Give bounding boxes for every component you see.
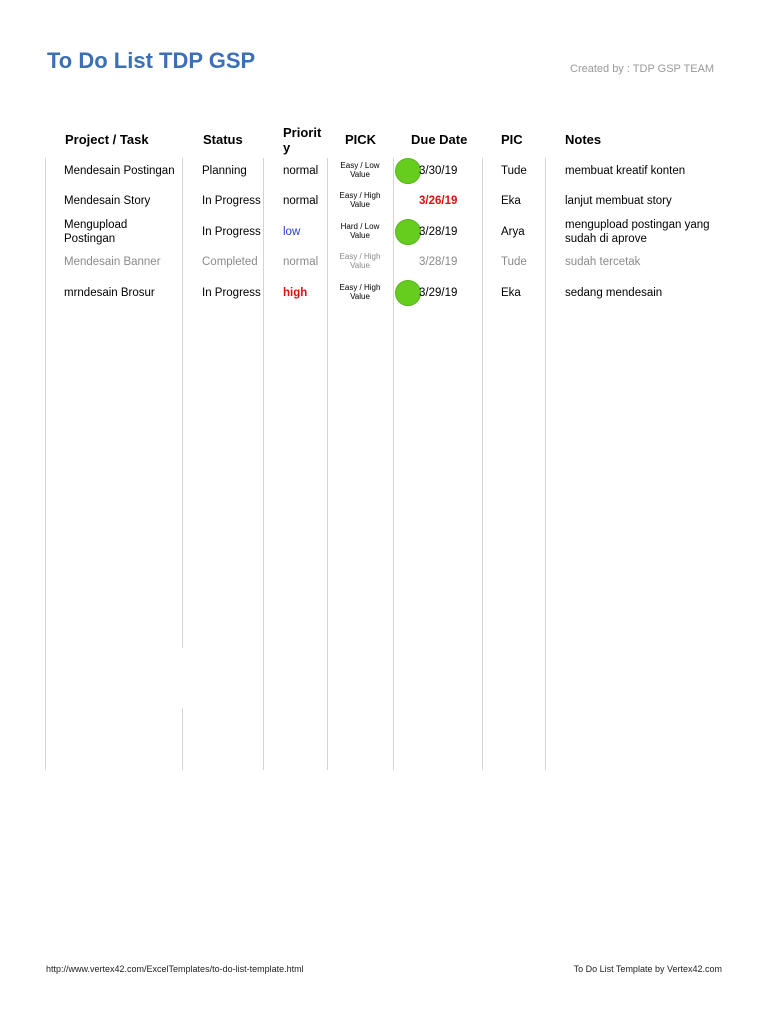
cell-pick-line1: Easy / High	[339, 191, 381, 200]
cell-pick-line2: Value	[350, 261, 370, 270]
cell-priority: low	[283, 226, 301, 238]
cell-pick-line1: Easy / High	[339, 252, 381, 261]
cell-notes: sedang mendesain	[565, 287, 663, 299]
cell-pick-line1: Easy / High	[339, 283, 381, 292]
cell-status: In Progress	[202, 195, 261, 207]
cell-status: Completed	[202, 256, 258, 268]
cell-project-line2: Postingan	[64, 233, 116, 245]
header-priority-line2: y	[283, 140, 291, 155]
header-project: Project / Task	[65, 132, 149, 147]
header-notes: Notes	[565, 132, 602, 147]
cell-pick-line1: Hard / Low	[340, 222, 380, 231]
cell-notes: sudah tercetak	[565, 256, 641, 268]
green-circle-icon	[395, 158, 421, 184]
cell-notes-line1: mengupload postingan yang	[565, 219, 710, 231]
header-due-date: Due Date	[411, 132, 468, 147]
column-divider	[45, 158, 46, 770]
cell-pic: Arya	[501, 226, 525, 238]
cell-pick-line2: Value	[350, 200, 370, 209]
header-pic: PIC	[501, 132, 523, 147]
header-pick: PICK	[345, 132, 377, 147]
created-by: Created by : TDP GSP TEAM	[570, 63, 715, 75]
cell-pic: Eka	[501, 287, 521, 299]
cell-pick-line1: Easy / Low	[340, 161, 380, 170]
column-divider	[263, 158, 264, 770]
cell-due-date-overdue: 3/26/19	[419, 195, 458, 207]
header-status: Status	[203, 132, 243, 147]
cell-due-date: 3/28/19	[419, 256, 458, 268]
cell-priority: normal	[283, 165, 319, 177]
cell-due-date: 3/30/19	[419, 165, 458, 177]
column-divider	[327, 158, 328, 770]
column-divider	[545, 158, 546, 770]
cell-pic: Tude	[501, 165, 527, 177]
cell-priority: normal	[283, 256, 319, 268]
cell-pick-line2: Value	[350, 231, 370, 240]
column-divider	[482, 158, 483, 770]
footer-url[interactable]: http://www.vertex42.com/ExcelTemplates/to-do-list-template.html	[46, 964, 304, 974]
cell-notes-line2: sudah di aprove	[565, 233, 647, 245]
cell-status: In Progress	[202, 287, 261, 299]
cell-pick-line2: Value	[350, 170, 370, 179]
cell-notes: lanjut membuat story	[565, 195, 672, 207]
page-title: To Do List TDP GSP	[47, 48, 256, 73]
cell-due-date: 3/28/19	[419, 226, 458, 238]
cell-project-line1: Mengupload	[64, 219, 128, 231]
cell-pick-line2: Value	[350, 292, 370, 301]
column-divider	[182, 158, 183, 648]
cell-priority-high: high	[283, 287, 308, 299]
cell-priority: normal	[283, 195, 319, 207]
column-divider	[182, 708, 183, 770]
cell-due-date: 3/29/19	[419, 287, 458, 299]
footer-credit: To Do List Template by Vertex42.com	[573, 964, 722, 974]
cell-status: Planning	[202, 165, 247, 177]
green-circle-icon	[395, 219, 421, 245]
cell-notes: membuat kreatif konten	[565, 165, 686, 177]
header-priority-line1: Priorit	[283, 125, 322, 140]
green-circle-icon	[395, 280, 421, 306]
cell-project: Mendesain Banner	[64, 256, 161, 268]
cell-status: In Progress	[202, 226, 261, 238]
column-divider	[393, 158, 394, 770]
cell-project: Mendesain Postingan	[64, 165, 175, 177]
cell-pic: Tude	[501, 256, 527, 268]
cell-project: Mendesain Story	[64, 195, 151, 207]
cell-project: mrndesain Brosur	[64, 287, 155, 299]
cell-pic: Eka	[501, 195, 521, 207]
